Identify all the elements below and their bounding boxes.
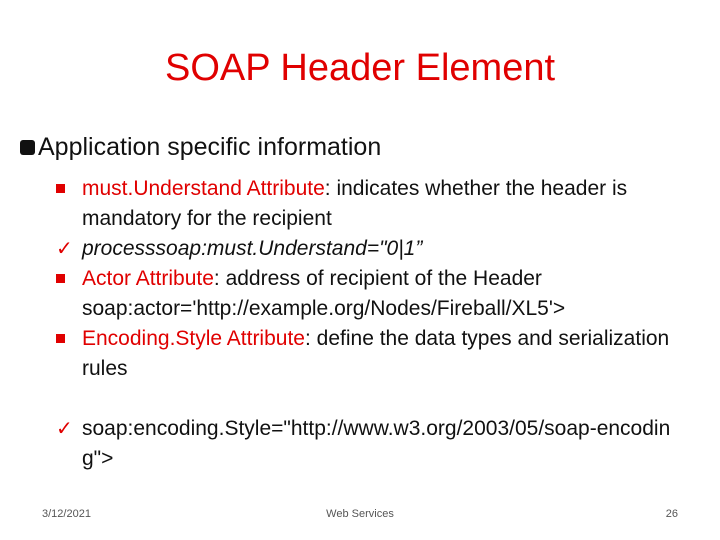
square-bullet-icon [56, 324, 78, 354]
square-bullet-icon [56, 264, 78, 294]
bullet-text: : indicates whether the header is mandatory for the recipient [82, 177, 628, 230]
check-text: processsoap:must.Understand="0|1” [82, 237, 423, 260]
check-text: soap:encoding.Style="http://www.w3.org/2003/05/soap-encoding"> [82, 417, 671, 470]
bullet-item [82, 174, 692, 234]
square-bullet-icon [56, 174, 78, 204]
checkbox-bullet-icon [20, 140, 35, 155]
footer-date: 3/12/2021 [42, 508, 91, 520]
slide-title: SOAP Header Element [164, 47, 556, 89]
checkmark-icon: ✓ [56, 418, 73, 440]
attribute-keyword: Encoding.Style Attribute [82, 327, 305, 350]
checkmark-icon: ✓ [56, 238, 73, 260]
attribute-keyword: Actor Attribute [82, 267, 214, 290]
check-item [56, 414, 692, 474]
bullet-item [82, 264, 692, 324]
level1-bullet [20, 130, 381, 164]
level1-text: Application specific information [38, 133, 382, 161]
bullet-item [82, 324, 692, 384]
check-item [56, 234, 692, 264]
footer-title: Web Services [326, 508, 394, 520]
bullet-text: : define the data types and serialization rules [82, 327, 670, 380]
page-number: 26 [665, 508, 678, 520]
attribute-keyword: must.Understand Attribute [82, 177, 325, 200]
bullet-text: : address of recipient of the Header soap:actor='http://example.org/Nodes/Fireball/XL5'> [82, 267, 566, 320]
